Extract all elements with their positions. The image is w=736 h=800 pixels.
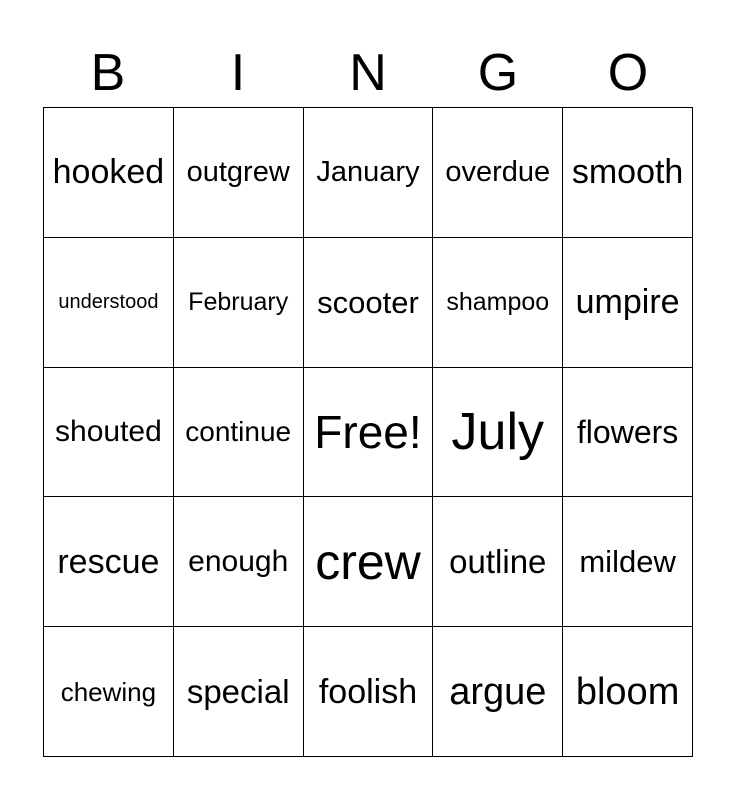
- bingo-cell[interactable]: smooth: [563, 108, 693, 238]
- bingo-cell[interactable]: flowers: [563, 368, 693, 498]
- bingo-cell[interactable]: rescue: [44, 497, 174, 627]
- bingo-cell[interactable]: July: [433, 368, 563, 498]
- bingo-cell[interactable]: hooked: [44, 108, 174, 238]
- bingo-cell[interactable]: shouted: [44, 368, 174, 498]
- bingo-cell[interactable]: crew: [304, 497, 434, 627]
- bingo-cell[interactable]: enough: [174, 497, 304, 627]
- bingo-cell[interactable]: shampoo: [433, 238, 563, 368]
- bingo-cell[interactable]: outgrew: [174, 108, 304, 238]
- header-letter-i: I: [230, 44, 246, 102]
- header-letter-b: B: [90, 44, 126, 102]
- header-letter-g: G: [477, 44, 519, 102]
- bingo-cell[interactable]: special: [174, 627, 304, 757]
- bingo-cell[interactable]: chewing: [44, 627, 174, 757]
- bingo-cell[interactable]: bloom: [563, 627, 693, 757]
- header-letter-o: O: [607, 44, 649, 102]
- bingo-cell[interactable]: understood: [44, 238, 174, 368]
- bingo-cell[interactable]: outline: [433, 497, 563, 627]
- bingo-cell[interactable]: argue: [433, 627, 563, 757]
- bingo-grid: [43, 107, 693, 757]
- bingo-cell[interactable]: mildew: [563, 497, 693, 627]
- bingo-header: [43, 40, 693, 106]
- bingo-cell[interactable]: January: [304, 108, 434, 238]
- bingo-cell[interactable]: Free!: [304, 368, 434, 498]
- bingo-cell[interactable]: foolish: [304, 627, 434, 757]
- bingo-cell[interactable]: overdue: [433, 108, 563, 238]
- header-letter-n: N: [349, 44, 387, 102]
- bingo-cell[interactable]: continue: [174, 368, 304, 498]
- bingo-cell[interactable]: February: [174, 238, 304, 368]
- bingo-cell[interactable]: umpire: [563, 238, 693, 368]
- bingo-cell[interactable]: scooter: [304, 238, 434, 368]
